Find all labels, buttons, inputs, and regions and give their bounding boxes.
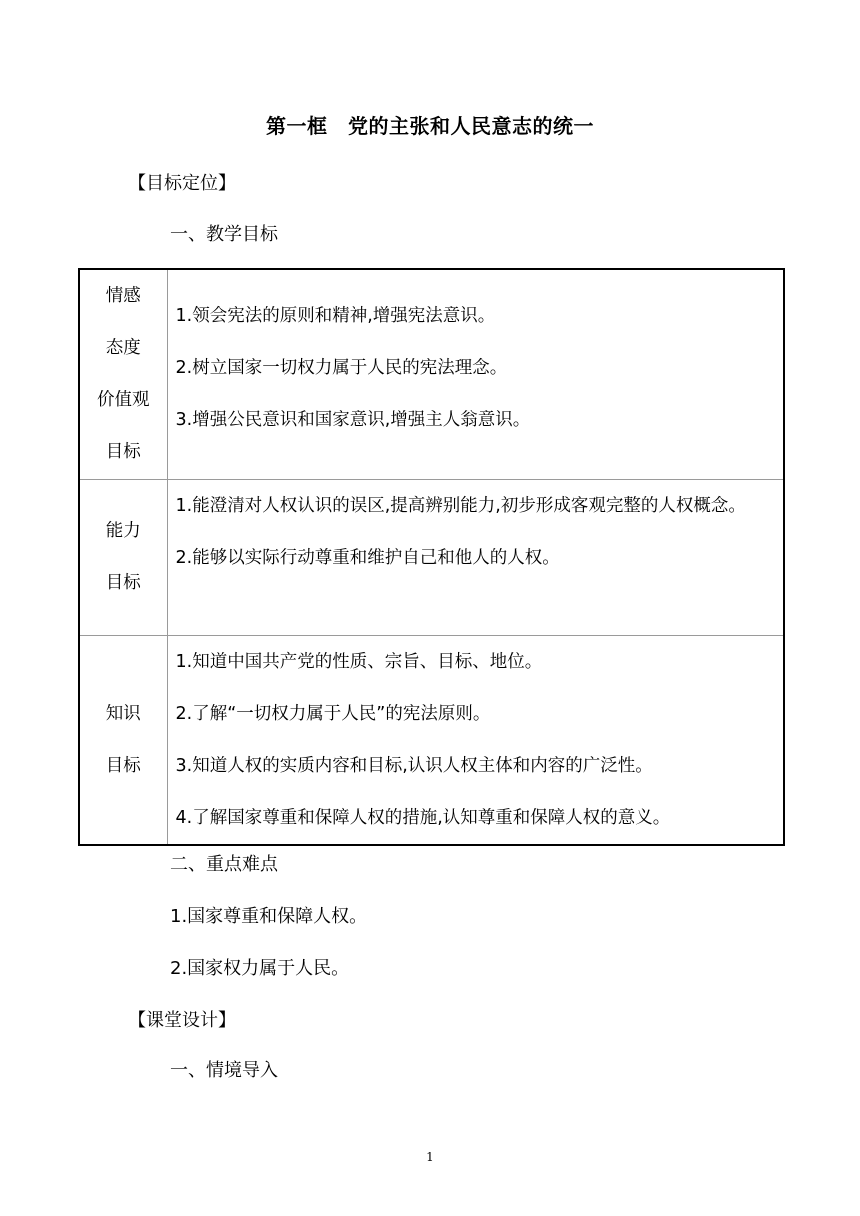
goals-items-ability [167,479,784,635]
goals-category-emotion [79,269,167,479]
category-line: 态度 [105,338,141,358]
category-line: 能力 [105,521,141,541]
goal-item: 3.增强公民意识和国家意识,增强主人翁意识。 [175,410,531,430]
page-number: 1 [426,1150,434,1164]
category-line: 目标 [105,755,141,776]
section-classroom-design-heading: 【课堂设计】 [128,1010,236,1031]
goal-item: 1.领会宪法的原则和精神,增强宪法意识。 [175,306,496,326]
section-key-points-heading: 二、重点难点 [170,854,278,875]
goal-item: 2.树立国家一切权力属于人民的宪法理念。 [175,358,508,378]
key-point-item: 2.国家权力属于人民。 [170,958,350,979]
goals-items-emotion [167,269,784,479]
goals-row-knowledge [79,635,784,845]
category-line: 价值观 [97,390,150,410]
category-line: 情感 [105,286,141,306]
key-point-item: 1.国家尊重和保障人权。 [170,906,368,927]
goal-item: 2.了解“一切权力属于人民”的宪法原则。 [175,703,491,724]
goal-item: 4.了解国家尊重和保障人权的措施,认知尊重和保障人权的意义。 [175,807,671,828]
goals-category-knowledge [79,635,167,845]
category-line: 目标 [105,573,141,593]
goals-table [78,268,785,846]
section-teaching-goals-heading: 一、教学目标 [170,224,278,245]
goal-item: 1.能澄清对人权认识的误区,提高辨别能力,初步形成客观完整的人权概念。 [175,495,746,516]
goal-item: 3.知道人权的实质内容和目标,认识人权主体和内容的广泛性。 [175,755,653,776]
goals-row-emotion [79,269,784,479]
goal-item: 1.知道中国共产党的性质、宗旨、目标、地位。 [175,651,543,672]
goals-category-ability [79,479,167,635]
page-title: 第一框 党的主张和人民意志的统一 [266,114,594,138]
category-line: 目标 [105,442,141,462]
category-line: 知识 [105,703,141,724]
goals-items-knowledge [167,635,784,845]
goal-item: 2.能够以实际行动尊重和维护自己和他人的人权。 [175,547,560,568]
goals-row-ability [79,479,784,635]
section-target-heading: 【目标定位】 [128,173,236,194]
section-situation-intro-heading: 一、情境导入 [170,1060,278,1081]
